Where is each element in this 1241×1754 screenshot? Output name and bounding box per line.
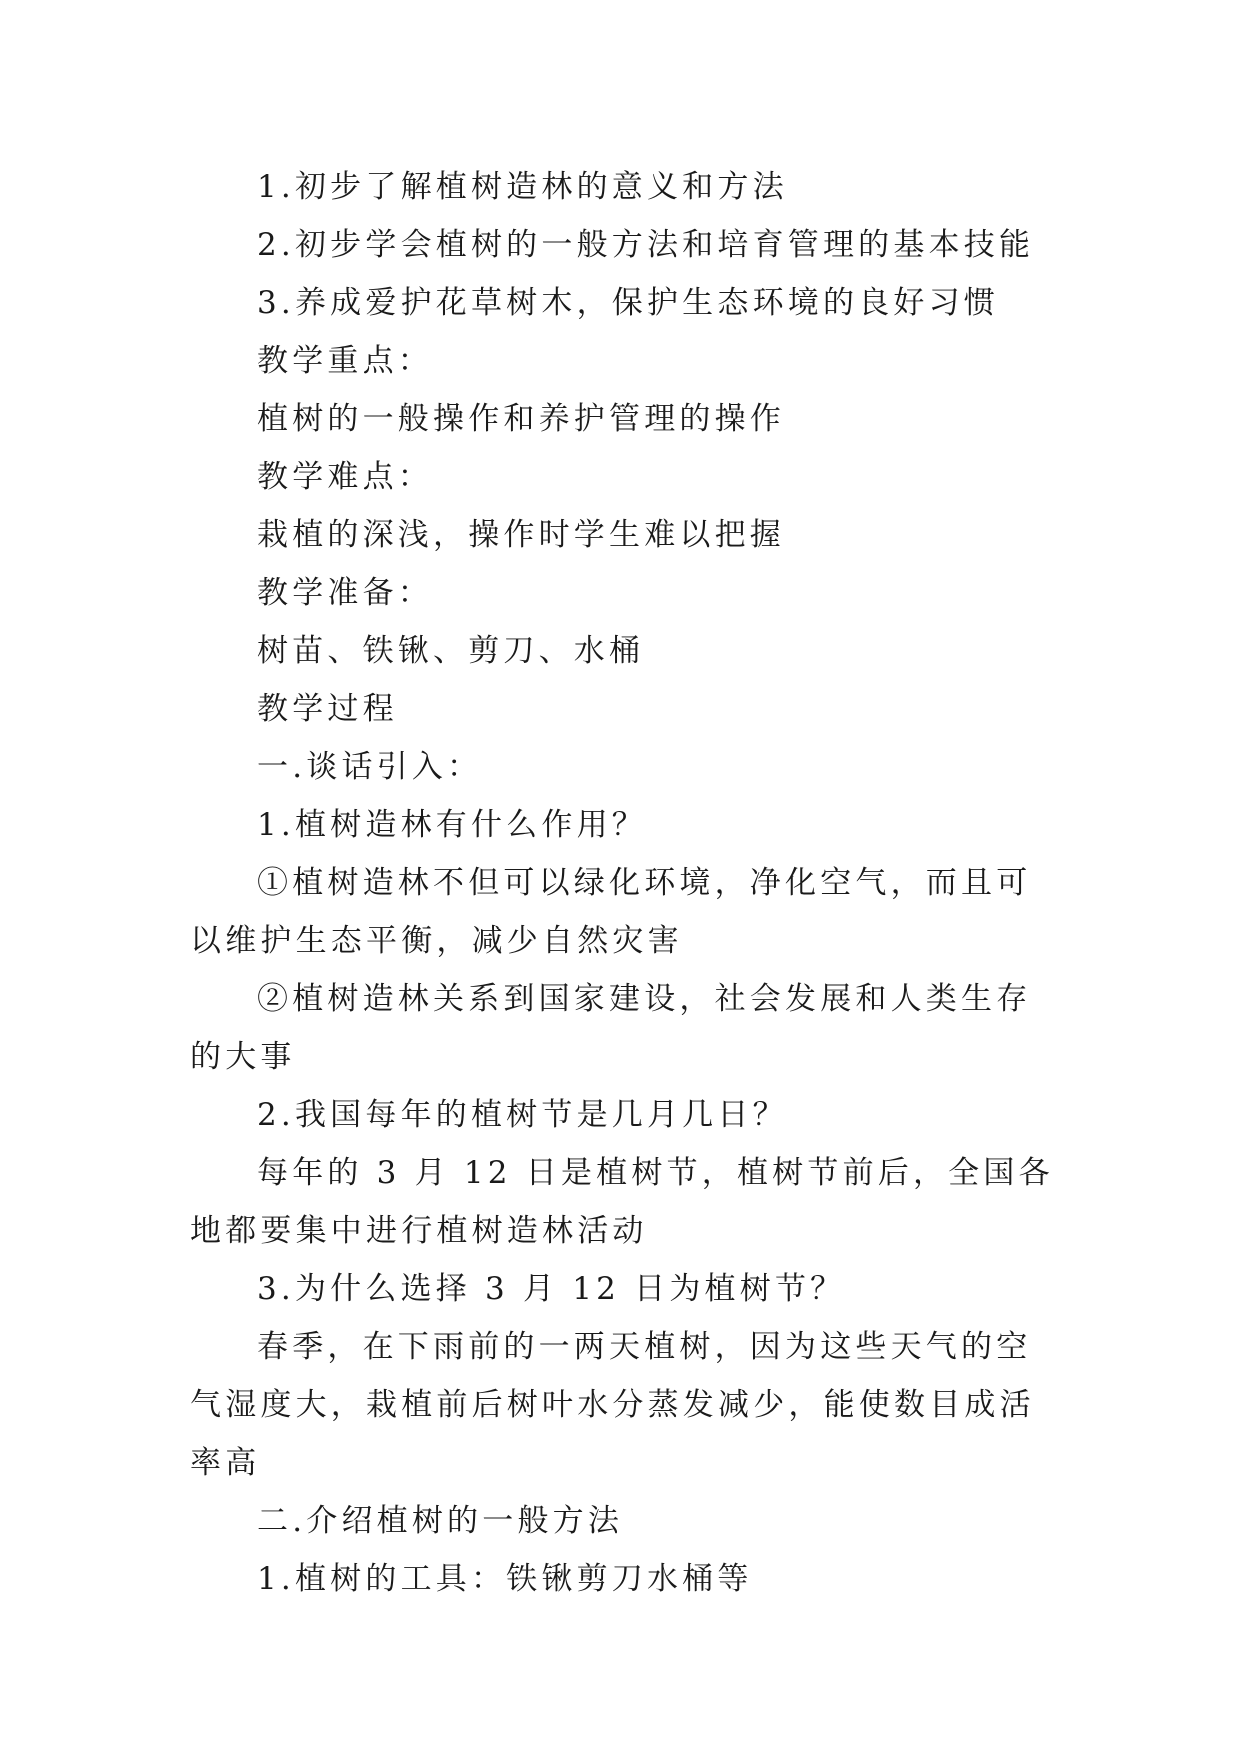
objective-1: 1.初步了解植树造林的意义和方法 — [257, 169, 788, 205]
difficulties-text: 栽植的深浅，操作时学生难以把握 — [257, 517, 785, 553]
process-heading: 教学过程 — [257, 691, 398, 727]
question-3: 3.为什么选择 3 月 12 日为植树节？ — [257, 1271, 846, 1307]
answer-1b: ②植树造林关系到国家建设，社会发展和人类生存的大事 — [190, 981, 1032, 1075]
key-points-text: 植树的一般操作和养护管理的操作 — [257, 401, 785, 437]
section-1-heading: 一.谈话引入： — [257, 749, 483, 785]
question-2: 2.我国每年的植树节是几月几日？ — [257, 1097, 788, 1133]
section-2-heading: 二.介绍植树的一般方法 — [257, 1503, 624, 1539]
answer-3: 春季，在下雨前的一两天植树，因为这些天气的空气湿度大，栽植前后树叶水分蒸发减少，能使数目成活率高 — [190, 1329, 1035, 1481]
objective-3: 3.养成爱护花草树木，保护生态环境的良好习惯 — [257, 285, 999, 321]
preparation-heading: 教学准备： — [257, 575, 433, 611]
answer-1a: ①植树造林不但可以绿化环境，净化空气，而且可以维护生态平衡，减少自然灾害 — [190, 865, 1032, 959]
answer-2: 每年的 3 月 12 日是植树节，植树节前后，全国各地都要集中进行植树造林活动 — [190, 1155, 1054, 1249]
objective-2: 2.初步学会植树的一般方法和培育管理的基本技能 — [257, 227, 1035, 263]
question-1: 1.植树造林有什么作用？ — [257, 807, 647, 843]
difficulties-heading: 教学难点： — [257, 459, 433, 495]
preparation-text: 树苗、铁锹、剪刀、水桶 — [257, 633, 645, 669]
document-page — [190, 158, 1062, 1608]
tools-text: 1.植树的工具：铁锹剪刀水桶等 — [257, 1561, 753, 1597]
key-points-heading: 教学重点： — [257, 343, 433, 379]
